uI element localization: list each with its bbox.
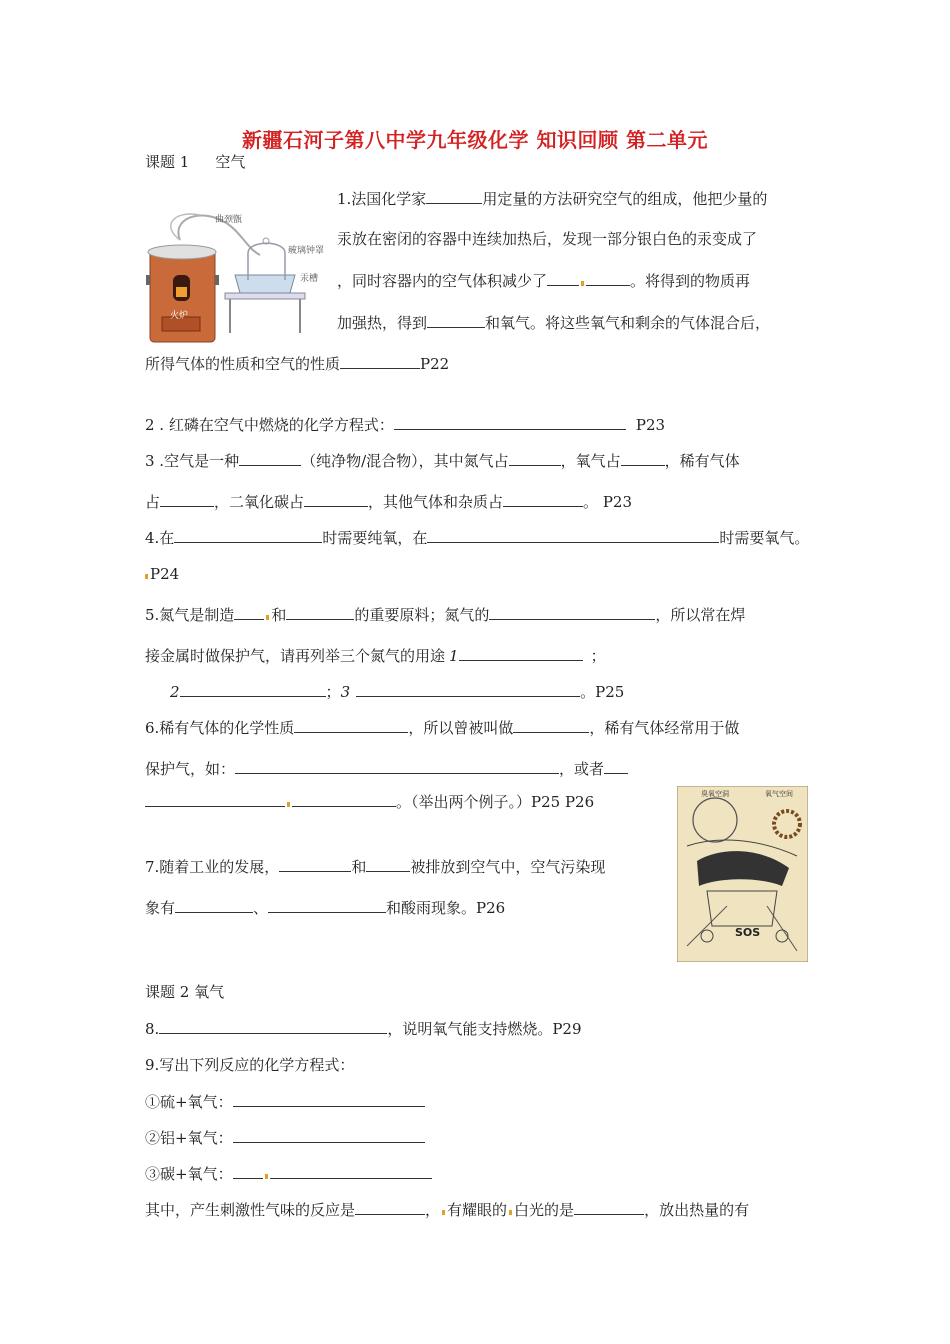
q8-line: 8. ，说明氧气能支持燃烧。P29 — [145, 1020, 582, 1038]
q9-reaction-3: ③碳+氧气： — [145, 1163, 432, 1184]
q4-blank-pure[interactable] — [174, 527, 322, 543]
q6-blank-example-b[interactable] — [145, 791, 285, 807]
q9-reaction-2: ②铝+氧气： — [145, 1127, 425, 1148]
q7-blank-phenomenon-a[interactable] — [175, 897, 253, 913]
q3-blank-type[interactable] — [239, 450, 301, 466]
q4-ref-line: P24 — [145, 564, 179, 584]
mark-dot — [145, 574, 148, 579]
q1-blank-volume-a[interactable] — [547, 270, 579, 286]
q4-blank-need[interactable] — [427, 527, 719, 543]
q5-blank-property[interactable] — [489, 604, 655, 620]
q1-blank-product[interactable] — [427, 312, 485, 328]
q9-blank-carbon-a[interactable] — [233, 1163, 263, 1179]
q6-blank-name[interactable] — [513, 717, 589, 733]
section-heading-1: 课题 1 空气 — [145, 153, 246, 171]
q5-blank-make-b[interactable] — [286, 604, 354, 620]
q2-blank-equation[interactable] — [394, 414, 626, 430]
cartoon-label-right: 氧气空间 — [765, 790, 793, 798]
q5-line3: 2 ；3 。P25 — [170, 683, 625, 701]
q1-blank-chemist[interactable] — [426, 188, 482, 204]
mark-dot — [509, 1210, 512, 1215]
summary-line: 其中，产生刺激性气味的反应是 ， 有耀眼的 白光的是 ，放出热量的有 — [145, 1201, 750, 1219]
mark-dot — [581, 281, 584, 286]
lavoisier-apparatus-figure — [140, 205, 325, 345]
q3-blank-other[interactable] — [503, 491, 583, 507]
q3-blank-oxygen[interactable] — [621, 450, 665, 466]
mark-dot — [287, 802, 290, 807]
q1-blank-volume-b[interactable] — [586, 270, 630, 286]
cartoon-label-left: 臭氧空洞 — [701, 790, 729, 798]
q5-blank-use-3[interactable] — [356, 681, 580, 697]
q6-blank-property[interactable] — [294, 717, 408, 733]
q6-line2: 保护气，如： ，或者 — [145, 758, 628, 779]
q6-blank-example-b-start[interactable] — [604, 758, 628, 774]
q2-line: 2 . 红磷在空气中燃烧的化学方程式： P23 — [145, 416, 666, 434]
summary-blank-odor[interactable] — [355, 1199, 425, 1215]
q7-blank-pollutant-b[interactable] — [366, 856, 410, 872]
q3-blank-noble[interactable] — [160, 491, 214, 507]
q7-blank-phenomenon-b[interactable] — [268, 897, 386, 913]
q9-heading: 9.写出下列反应的化学方程式： — [145, 1056, 355, 1074]
q9-reaction-1: ①硫+氧气： — [145, 1091, 425, 1112]
cartoon-sos-text: SOS — [735, 926, 761, 939]
section-heading-2: 课题 2 氧气 — [145, 983, 225, 1001]
air-pollution-cartoon-figure — [677, 786, 808, 962]
q5-line2: 接金属时做保护气，请再列举三个氮气的用途 1 ； — [145, 647, 606, 665]
q5-blank-use-2[interactable] — [180, 681, 326, 697]
q7-blank-pollutant-a[interactable] — [279, 856, 351, 872]
label-bell-jar: 玻璃钟罩 — [288, 246, 325, 256]
q4-line: 4.在 时需要纯氧，在 时需要氧气。 — [145, 529, 810, 547]
q3-line2: 占 ，二氧化碳占 ，其他气体和杂质占 。 P23 — [145, 493, 632, 511]
mark-dot — [265, 1174, 268, 1179]
label-trough: 汞槽 — [300, 274, 319, 284]
mark-dot — [266, 615, 269, 620]
q6-blank-example-a[interactable] — [235, 758, 559, 774]
mark-dot — [442, 1210, 445, 1215]
q5-line1: 5.氮气是制造 和 的重要原料；氮气的 ，所以常在焊 — [145, 606, 746, 624]
q6-line3: 。（举出两个例子。）P25 P26 — [145, 791, 594, 812]
q6-blank-example-b-end[interactable] — [292, 791, 396, 807]
q3-line1: 3 .空气是一种 （纯净物/混合物），其中氮气占 ，氧气占 ，稀有气体 — [145, 452, 740, 470]
summary-blank-light[interactable] — [574, 1199, 644, 1215]
q5-blank-make-a[interactable] — [234, 604, 264, 620]
q3-blank-co2[interactable] — [304, 491, 368, 507]
q1-line2: 汞放在密闭的容器中连续加热后，发现一部分银白色的汞变成了 — [337, 230, 758, 248]
q7-line2: 象有 、 和酸雨现象。P26 — [145, 899, 506, 917]
q1-line4: 加强热，得到 和氧气。将这些氧气和剩余的气体混合后， — [337, 314, 771, 332]
q6-line1: 6.稀有气体的化学性质 ，所以曾被叫做 ，稀有气体经常用于做 — [145, 719, 740, 737]
label-retort: 曲颈甑 — [215, 215, 243, 225]
q1-line3: ，同时容器内的空气体积减少了 。将得到的物质再 — [337, 272, 751, 290]
q7-line1: 7.随着工业的发展， 和 被排放到空气中，空气污染现 — [145, 858, 606, 876]
q3-blank-nitrogen[interactable] — [509, 450, 561, 466]
q9-blank-carbon-b[interactable] — [270, 1163, 432, 1179]
q9-blank-sulfur[interactable] — [233, 1091, 425, 1107]
q1-line5: 所得气体的性质和空气的性质 P22 — [145, 355, 450, 373]
q9-blank-aluminum[interactable] — [233, 1127, 425, 1143]
q1-line1: 1.法国化学家 用定量的方法研究空气的组成，他把少量的 — [337, 190, 768, 208]
page-title: 新疆石河子第八中学九年级化学 知识回顾 第二单元 — [242, 128, 708, 152]
q5-blank-use-1[interactable] — [459, 645, 583, 661]
q8-blank[interactable] — [159, 1018, 387, 1034]
label-furnace: 火炉 — [170, 311, 189, 321]
q1-blank-property[interactable] — [340, 353, 420, 369]
